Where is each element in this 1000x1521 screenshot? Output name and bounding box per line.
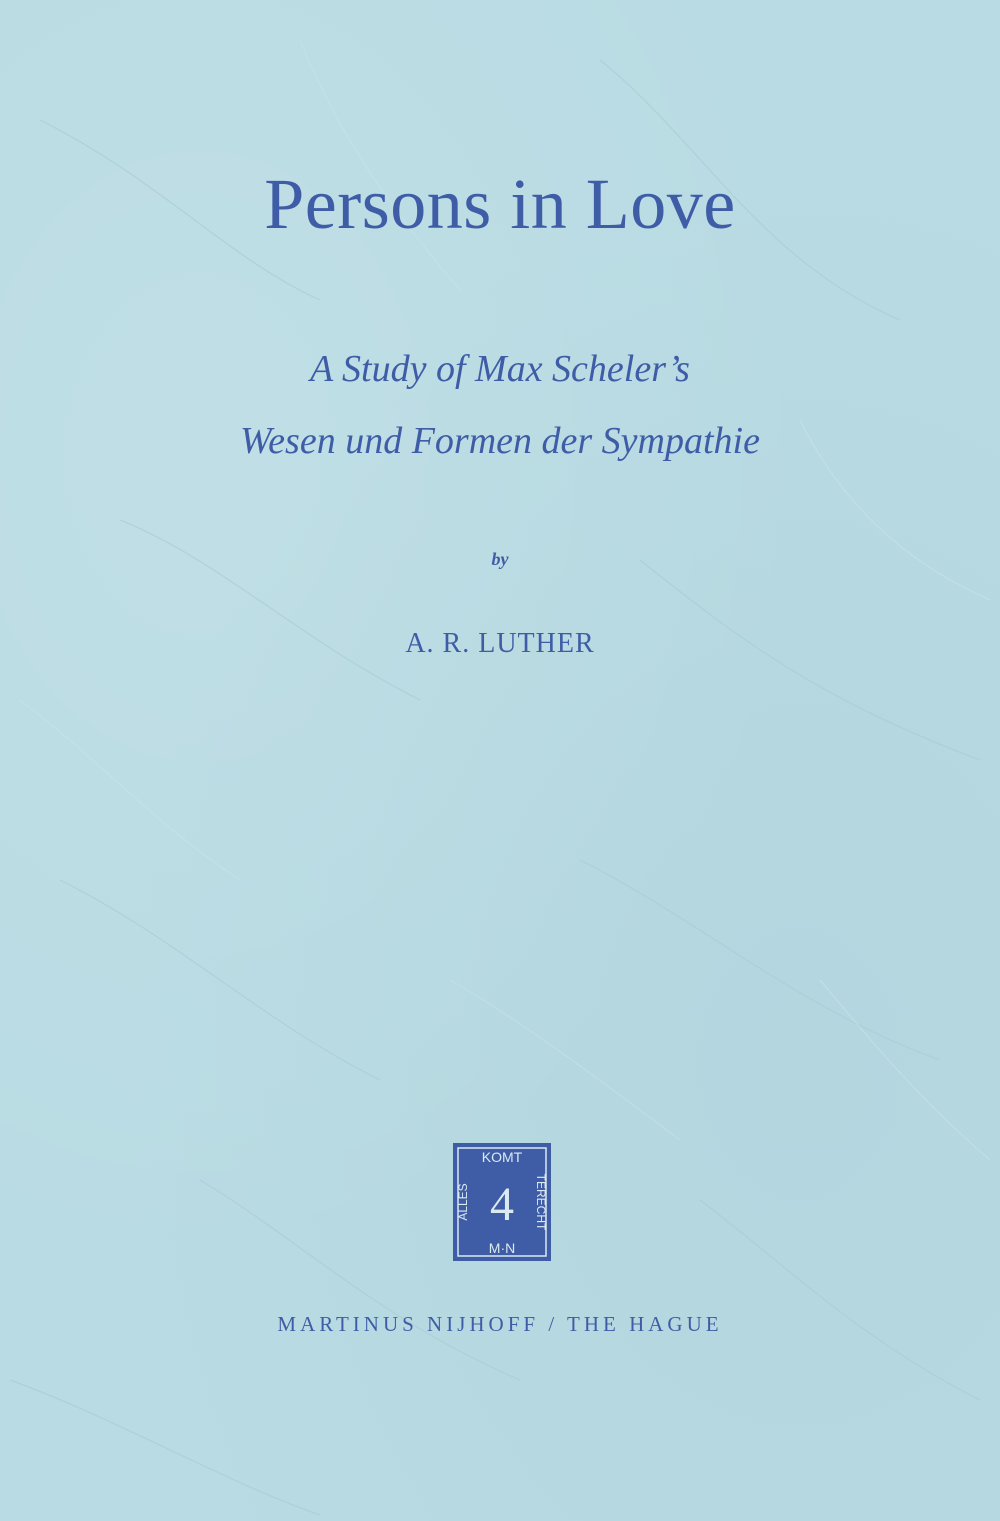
logo-right-text: TERECHT: [534, 1173, 548, 1231]
by-label: by: [491, 549, 509, 569]
book-title: Persons in Love: [264, 164, 736, 244]
subtitle-line-2: Wesen und Formen der Sympathie: [240, 420, 760, 462]
logo-top-text: KOMT: [481, 1149, 523, 1165]
publisher-logo-icon: [452, 1142, 552, 1262]
logo-left-text: ALLES: [456, 1183, 470, 1221]
publisher-imprint: MARTINUS NIJHOFF / THE HAGUE: [277, 1312, 723, 1336]
subtitle-line-1: A Study of Max Scheler’s: [310, 348, 690, 390]
logo-bottom-text: M·N: [488, 1240, 516, 1256]
author-name: A. R. LUTHER: [405, 628, 595, 659]
logo-center-number: 4: [490, 1178, 514, 1231]
